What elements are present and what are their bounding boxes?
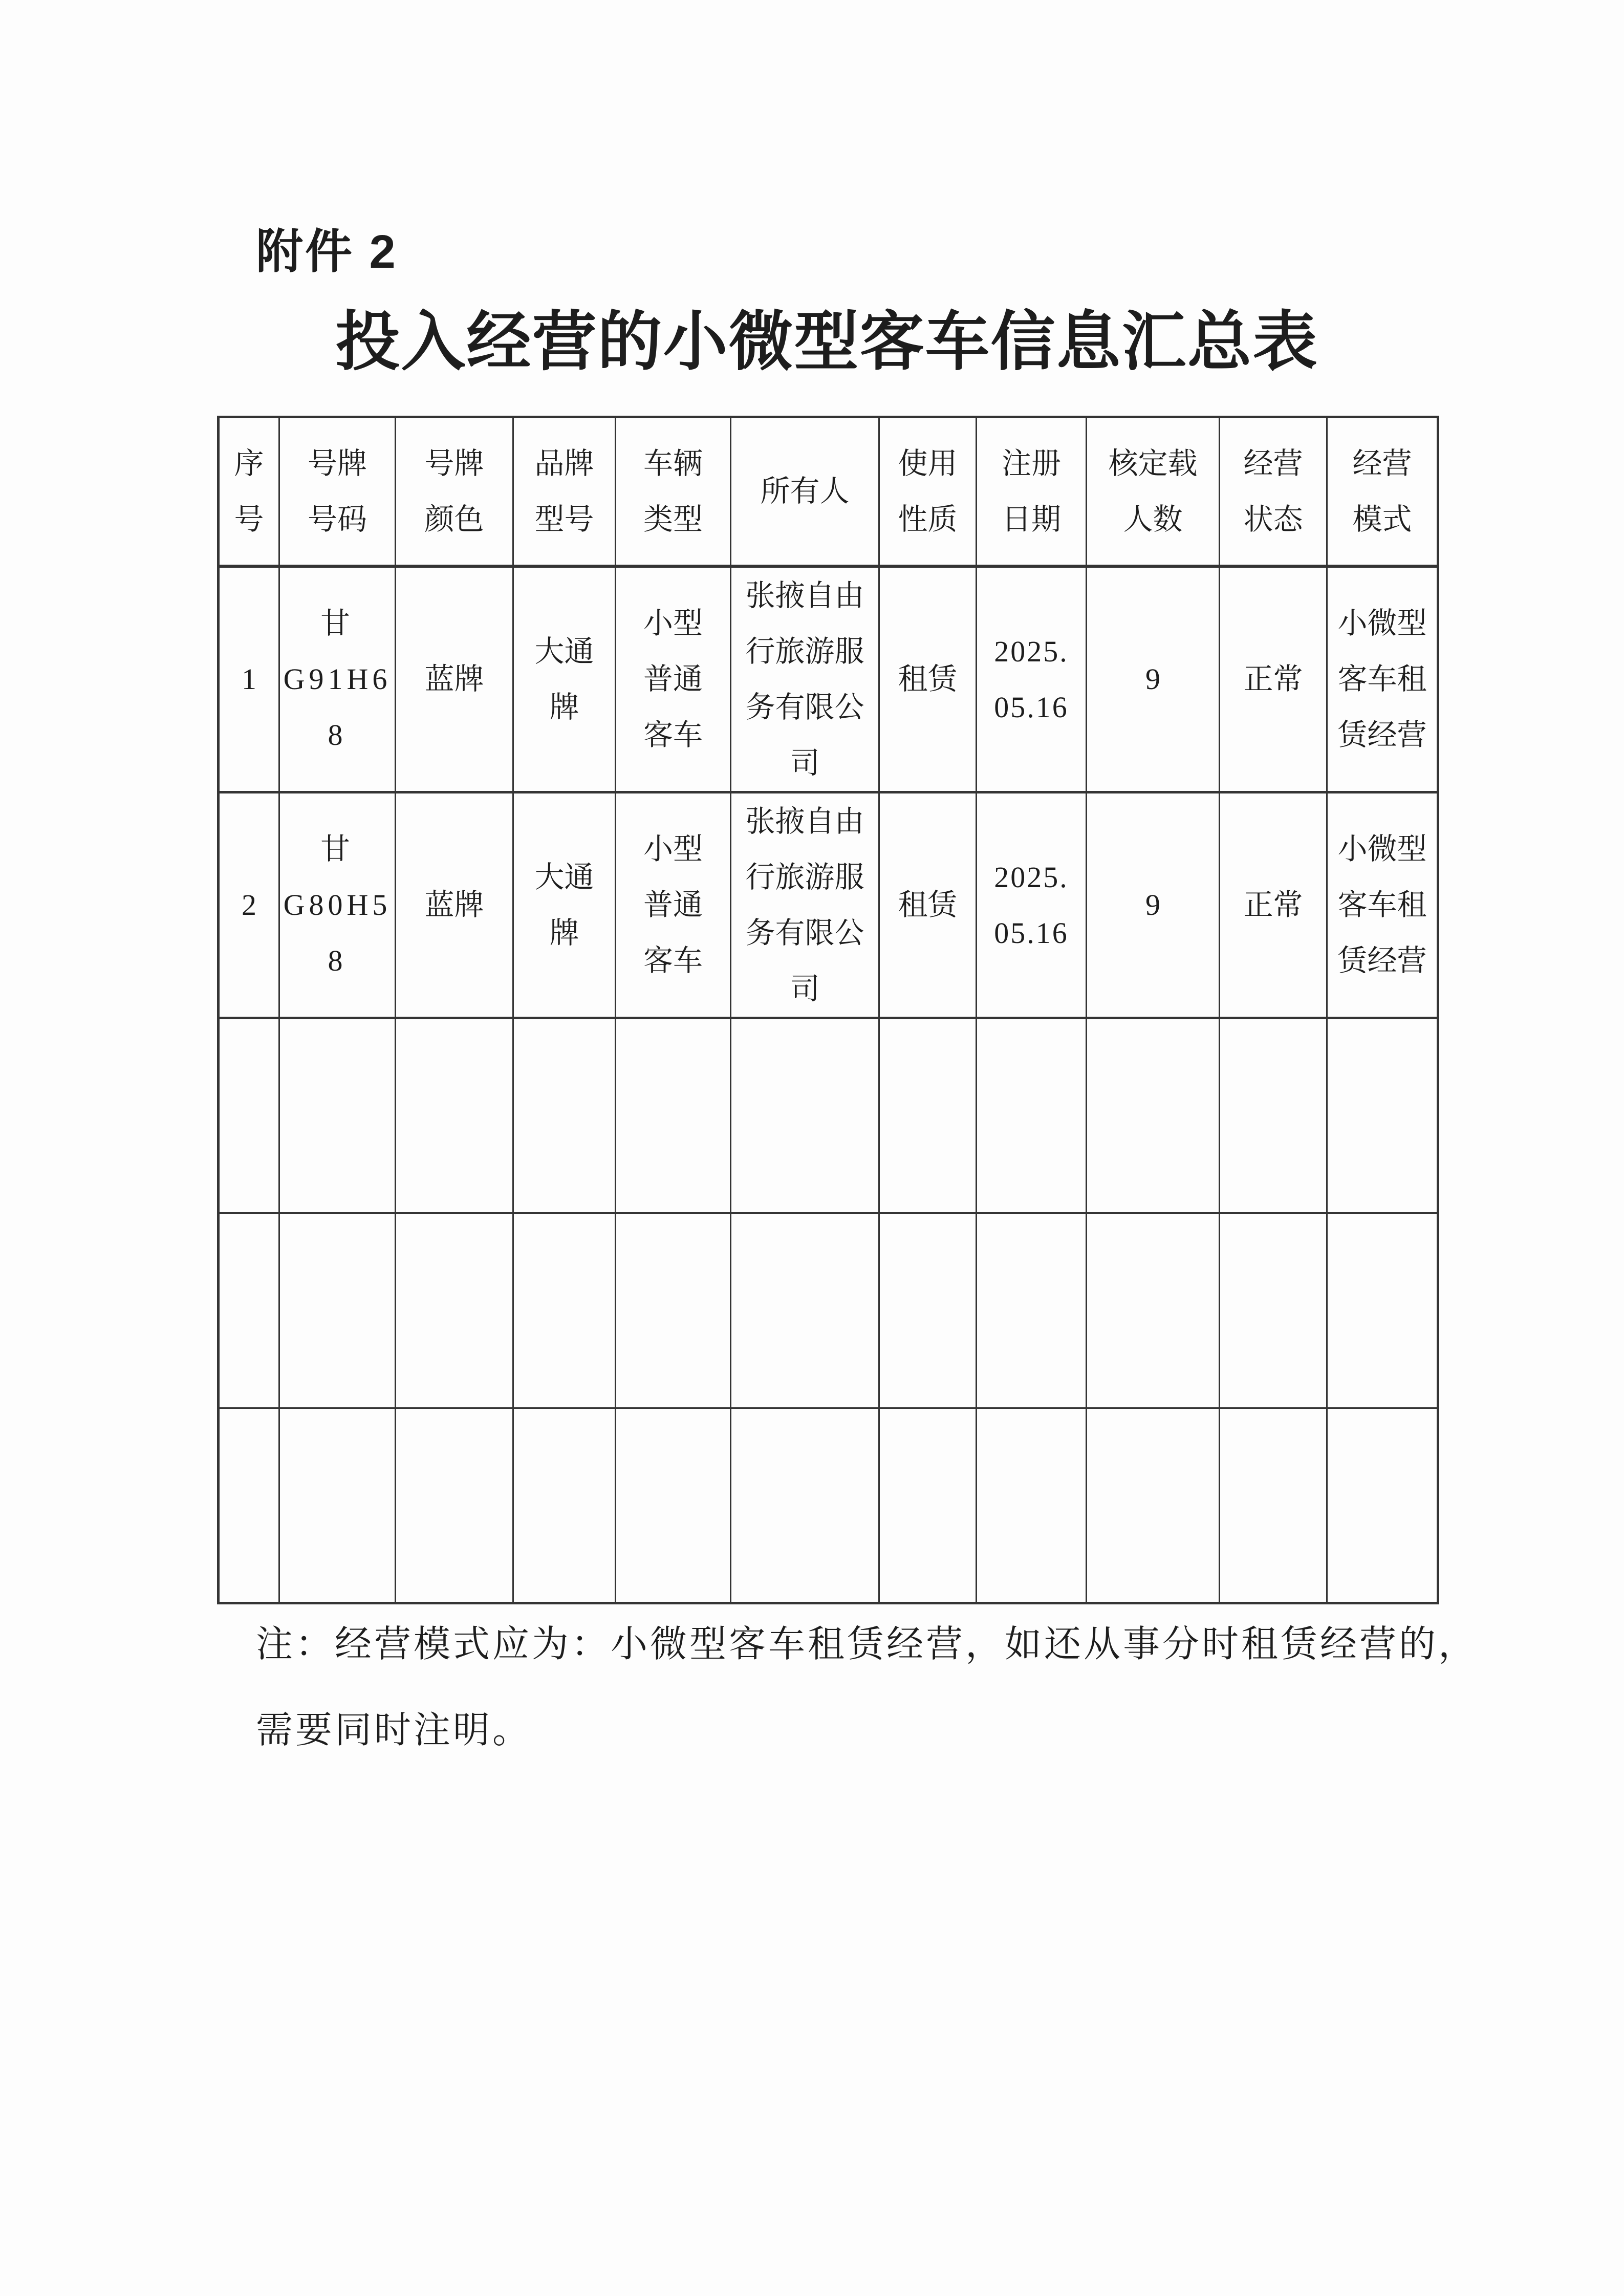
cell-line: 务有限公 bbox=[745, 690, 864, 724]
cell-vehicle-type-content bbox=[616, 595, 730, 763]
empty-cell-approved-capacity bbox=[1087, 1213, 1220, 1408]
cell-line: 1 bbox=[242, 662, 256, 696]
cell-line: 注册 bbox=[1001, 446, 1061, 480]
cell-operation-mode-content bbox=[1328, 821, 1437, 989]
cell-vehicle-type bbox=[616, 566, 731, 792]
header-cell-vehicle-type bbox=[616, 417, 731, 566]
cell-line: 8 bbox=[328, 944, 347, 977]
cell-line: 序 bbox=[234, 446, 264, 480]
cell-line: 小微型 bbox=[1337, 607, 1427, 640]
cell-line: 2025. bbox=[994, 634, 1069, 668]
header-row bbox=[219, 417, 1438, 566]
cell-brand-model bbox=[513, 566, 616, 792]
cell-owner bbox=[731, 792, 879, 1018]
cell-line: 行旅游服 bbox=[745, 860, 864, 894]
cell-line: 司 bbox=[790, 972, 820, 1005]
cell-approved-capacity-content bbox=[1087, 877, 1219, 933]
cell-line: 车辆 bbox=[643, 446, 703, 480]
empty-cell-vehicle-type bbox=[616, 1018, 731, 1213]
cell-line: 蓝牌 bbox=[424, 888, 484, 921]
cell-registration-date-content bbox=[977, 849, 1086, 961]
cell-approved-capacity bbox=[1087, 566, 1220, 792]
header-owner-content bbox=[731, 463, 878, 519]
cell-line: G91H6 bbox=[283, 662, 392, 696]
cell-line: 号牌 bbox=[424, 446, 484, 480]
cell-line: 客车 bbox=[643, 718, 703, 752]
header-approved-capacity-content bbox=[1087, 436, 1219, 547]
cell-line: 客车租 bbox=[1337, 662, 1427, 696]
cell-approved-capacity bbox=[1087, 792, 1220, 1018]
empty-cell-brand-model bbox=[513, 1018, 616, 1213]
header-cell-approved-capacity bbox=[1087, 417, 1220, 566]
cell-line: 大通 bbox=[534, 634, 594, 668]
empty-cell-plate-number bbox=[279, 1018, 396, 1213]
header-cell-plate-color bbox=[396, 417, 513, 566]
empty-cell-plate-number bbox=[279, 1213, 396, 1408]
cell-plate-number bbox=[279, 792, 396, 1018]
cell-line: 牌 bbox=[549, 916, 579, 950]
header-cell-operation-mode bbox=[1327, 417, 1438, 566]
empty-cell-registration-date bbox=[977, 1018, 1087, 1213]
empty-cell-registration-date bbox=[977, 1408, 1087, 1603]
empty-cell-usage-nature bbox=[879, 1213, 977, 1408]
empty-table-row bbox=[219, 1018, 1438, 1213]
empty-cell-usage-nature bbox=[879, 1408, 977, 1603]
empty-cell-operation-status bbox=[1220, 1213, 1327, 1408]
empty-cell-owner bbox=[731, 1408, 879, 1603]
cell-owner bbox=[731, 566, 879, 792]
cell-line: 9 bbox=[1145, 888, 1160, 921]
cell-line: 甘 bbox=[320, 832, 354, 866]
cell-operation-status bbox=[1220, 566, 1327, 792]
cell-line: 状态 bbox=[1243, 502, 1303, 536]
cell-line: 正常 bbox=[1243, 888, 1303, 921]
table-header bbox=[219, 417, 1438, 566]
cell-line: 普通 bbox=[643, 888, 703, 921]
empty-cell-owner bbox=[731, 1018, 879, 1213]
cell-line: 赁经营 bbox=[1337, 718, 1427, 752]
header-cell-usage-nature bbox=[879, 417, 977, 566]
cell-operation-mode-content bbox=[1328, 595, 1437, 763]
header-usage-nature-content bbox=[880, 436, 976, 547]
cell-line: 性质 bbox=[898, 502, 958, 536]
cell-registration-date bbox=[977, 566, 1087, 792]
cell-serial-number bbox=[219, 566, 279, 792]
cell-serial-number-content bbox=[220, 651, 278, 707]
header-cell-serial-number bbox=[219, 417, 279, 566]
empty-cell-brand-model bbox=[513, 1408, 616, 1603]
cell-line: 经营 bbox=[1243, 446, 1303, 480]
header-registration-date-content bbox=[977, 436, 1086, 547]
header-plate-number-content bbox=[280, 436, 395, 547]
empty-cell-brand-model bbox=[513, 1213, 616, 1408]
cell-plate-color bbox=[396, 792, 513, 1018]
empty-table-row bbox=[219, 1213, 1438, 1408]
cell-plate-number-content bbox=[280, 821, 395, 989]
header-serial-number-content bbox=[220, 436, 278, 547]
empty-cell-vehicle-type bbox=[616, 1213, 731, 1408]
header-vehicle-type-content bbox=[616, 436, 730, 547]
cell-line: 号码 bbox=[307, 502, 367, 536]
cell-line: 租赁 bbox=[898, 662, 958, 696]
cell-operation-status bbox=[1220, 792, 1327, 1018]
cell-line: 小型 bbox=[643, 607, 703, 640]
cell-plate-color-content bbox=[396, 651, 512, 707]
cell-line: 普通 bbox=[643, 662, 703, 696]
page-title: 投入经营的小微型客车信息汇总表 bbox=[335, 307, 1318, 378]
cell-line: 日期 bbox=[1001, 502, 1061, 536]
empty-cell-serial-number bbox=[219, 1213, 279, 1408]
empty-cell-owner bbox=[731, 1213, 879, 1408]
empty-cell-operation-status bbox=[1220, 1018, 1327, 1213]
cell-vehicle-type bbox=[616, 792, 731, 1018]
cell-approved-capacity-content bbox=[1087, 651, 1219, 707]
cell-line: 赁经营 bbox=[1337, 944, 1427, 977]
empty-cell-plate-number bbox=[279, 1408, 396, 1603]
cell-line: 类型 bbox=[643, 502, 703, 536]
cell-line: 大通 bbox=[534, 860, 594, 894]
empty-cell-plate-color bbox=[396, 1018, 513, 1213]
cell-usage-nature-content bbox=[880, 651, 976, 707]
header-operation-status-content bbox=[1220, 436, 1326, 547]
cell-line: 行旅游服 bbox=[745, 634, 864, 668]
cell-line: 号牌 bbox=[307, 446, 367, 480]
cell-owner-content bbox=[731, 793, 878, 1017]
empty-table-row bbox=[219, 1408, 1438, 1603]
cell-line: 模式 bbox=[1352, 502, 1412, 536]
cell-vehicle-type-content bbox=[616, 821, 730, 989]
cell-line: 牌 bbox=[549, 690, 579, 724]
header-operation-mode-content bbox=[1328, 436, 1437, 547]
cell-operation-status-content bbox=[1220, 651, 1326, 707]
cell-line: 经营 bbox=[1352, 446, 1412, 480]
cell-operation-mode bbox=[1327, 792, 1438, 1018]
attachment-label: 附件 2 bbox=[256, 226, 398, 278]
header-cell-owner bbox=[731, 417, 879, 566]
table-row-1 bbox=[219, 566, 1438, 792]
cell-line: 蓝牌 bbox=[424, 662, 484, 696]
cell-registration-date bbox=[977, 792, 1087, 1018]
cell-usage-nature bbox=[879, 792, 977, 1018]
empty-cell-serial-number bbox=[219, 1018, 279, 1213]
empty-cell-registration-date bbox=[977, 1213, 1087, 1408]
cell-line: 务有限公 bbox=[745, 916, 864, 950]
cell-line: G80H5 bbox=[283, 888, 392, 921]
cell-line: 8 bbox=[328, 718, 347, 752]
cell-plate-color bbox=[396, 566, 513, 792]
cell-operation-status-content bbox=[1220, 877, 1326, 933]
empty-cell-approved-capacity bbox=[1087, 1408, 1220, 1603]
cell-line: 人数 bbox=[1123, 502, 1183, 536]
cell-line: 客车租 bbox=[1337, 888, 1427, 921]
cell-line: 2025. bbox=[994, 860, 1069, 894]
cell-line: 颜色 bbox=[424, 502, 484, 536]
cell-line: 使用 bbox=[898, 446, 958, 480]
cell-line: 05.16 bbox=[994, 690, 1069, 724]
cell-line: 租赁 bbox=[898, 888, 958, 921]
header-plate-color-content bbox=[396, 436, 512, 547]
empty-cell-plate-color bbox=[396, 1408, 513, 1603]
empty-cell-operation-mode bbox=[1327, 1018, 1438, 1213]
cell-line: 所有人 bbox=[760, 475, 850, 508]
empty-cell-vehicle-type bbox=[616, 1408, 731, 1603]
cell-line: 05.16 bbox=[994, 916, 1069, 950]
cell-line: 司 bbox=[790, 746, 820, 780]
cell-line: 张掖自由 bbox=[745, 578, 864, 612]
cell-line: 号 bbox=[234, 502, 264, 536]
cell-line: 品牌 bbox=[534, 446, 594, 480]
cell-line: 小型 bbox=[643, 832, 703, 866]
table-row-2 bbox=[219, 792, 1438, 1018]
cell-line: 9 bbox=[1145, 662, 1160, 696]
cell-serial-number-content bbox=[220, 877, 278, 933]
cell-brand-model bbox=[513, 792, 616, 1018]
cell-plate-number bbox=[279, 566, 396, 792]
header-cell-operation-status bbox=[1220, 417, 1327, 566]
cell-line: 客车 bbox=[643, 944, 703, 977]
summary-table bbox=[217, 416, 1439, 1604]
cell-line: 正常 bbox=[1243, 662, 1303, 696]
empty-cell-operation-mode bbox=[1327, 1408, 1438, 1603]
cell-brand-model-content bbox=[514, 624, 615, 735]
footnote-line-1: 注：经营模式应为：小微型客车租赁经营，如还从事分时租赁经营的， bbox=[256, 1624, 1478, 1665]
header-cell-plate-number bbox=[279, 417, 396, 566]
empty-cell-serial-number bbox=[219, 1408, 279, 1603]
empty-cell-approved-capacity bbox=[1087, 1018, 1220, 1213]
cell-line: 张掖自由 bbox=[745, 804, 864, 838]
cell-line: 小微型 bbox=[1337, 832, 1427, 866]
cell-serial-number bbox=[219, 792, 279, 1018]
cell-operation-mode bbox=[1327, 566, 1438, 792]
empty-cell-usage-nature bbox=[879, 1018, 977, 1213]
cell-brand-model-content bbox=[514, 849, 615, 961]
cell-usage-nature bbox=[879, 566, 977, 792]
cell-line: 核定载 bbox=[1108, 446, 1198, 480]
footnote-line-2: 需要同时注明。 bbox=[256, 1710, 532, 1751]
cell-line: 2 bbox=[242, 888, 256, 921]
header-brand-model-content bbox=[514, 436, 615, 547]
empty-cell-operation-mode bbox=[1327, 1213, 1438, 1408]
cell-line: 甘 bbox=[320, 607, 354, 640]
cell-usage-nature-content bbox=[880, 877, 976, 933]
empty-cell-operation-status bbox=[1220, 1408, 1327, 1603]
cell-registration-date-content bbox=[977, 624, 1086, 735]
header-cell-registration-date bbox=[977, 417, 1087, 566]
cell-owner-content bbox=[731, 568, 878, 791]
cell-plate-number-content bbox=[280, 595, 395, 763]
cell-plate-color-content bbox=[396, 877, 512, 933]
cell-line: 型号 bbox=[534, 502, 594, 536]
footnote bbox=[256, 1601, 1566, 1773]
header-cell-brand-model bbox=[513, 417, 616, 566]
table-body bbox=[219, 566, 1438, 1603]
empty-cell-plate-color bbox=[396, 1213, 513, 1408]
